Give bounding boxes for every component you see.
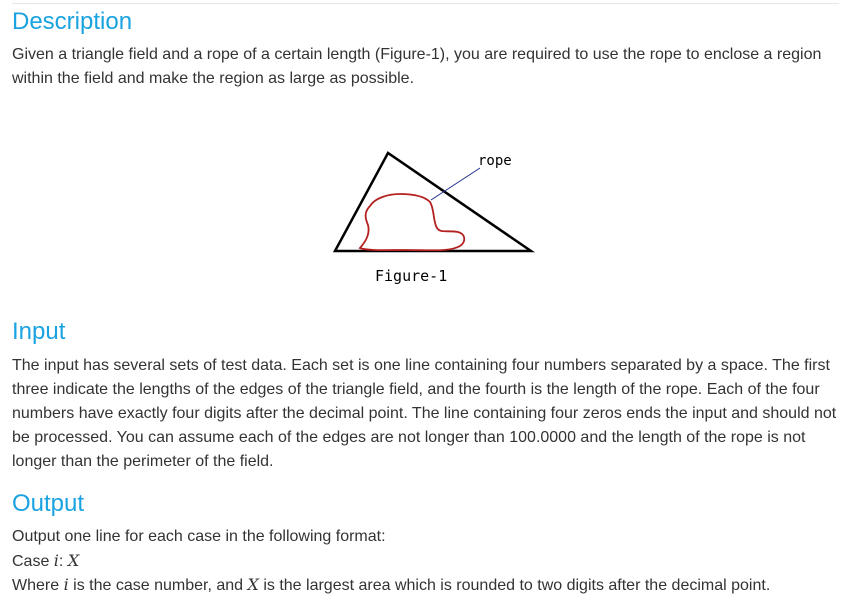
rope-loop [360, 194, 464, 250]
where-middle: is the case number, and [68, 577, 248, 594]
description-heading: Description [12, 8, 133, 35]
description-text: Given a triangle field and a rope of a certain length (Figure-1), you are required to use the rope to enclose a region within the field and make the region as large as possible. [12, 46, 822, 87]
format-prefix: Case [12, 553, 54, 570]
format-case-var: i [53, 551, 59, 570]
input-heading: Input [12, 318, 66, 345]
output-line-1: Output one line for each case in the following format: [12, 528, 386, 545]
format-separator: : [58, 553, 68, 570]
format-area-var: X [67, 551, 80, 570]
input-text: The input has several sets of test data. Each set is one line containing four numbers separated by a space. The first three indicate the lengths of the edges of the triangle field, and the fourth is the length of the rope. Each of the four numbers have exactly four digits after the decimal point. The line containing four zeros ends the input and should not be processed. You can assume each of the edges are not longer than 100.0000 and the length of the rope is not longer than the perimeter of the field. [12, 357, 837, 470]
output-format-line [12, 549, 842, 574]
where-suffix: is the largest area which is rounded to two digits after the decimal point. [258, 577, 771, 594]
where-prefix: Where [12, 577, 64, 594]
output-where-line [12, 573, 842, 598]
where-case-var: i [63, 575, 69, 594]
figure-1-illustration [320, 140, 540, 290]
top-divider [12, 3, 839, 4]
where-area-var: X [247, 575, 259, 594]
rope-pointer-line [431, 168, 480, 200]
figure-caption: Figure-1 [375, 267, 448, 285]
output-heading: Output [12, 490, 85, 517]
rope-label: rope [478, 153, 512, 169]
